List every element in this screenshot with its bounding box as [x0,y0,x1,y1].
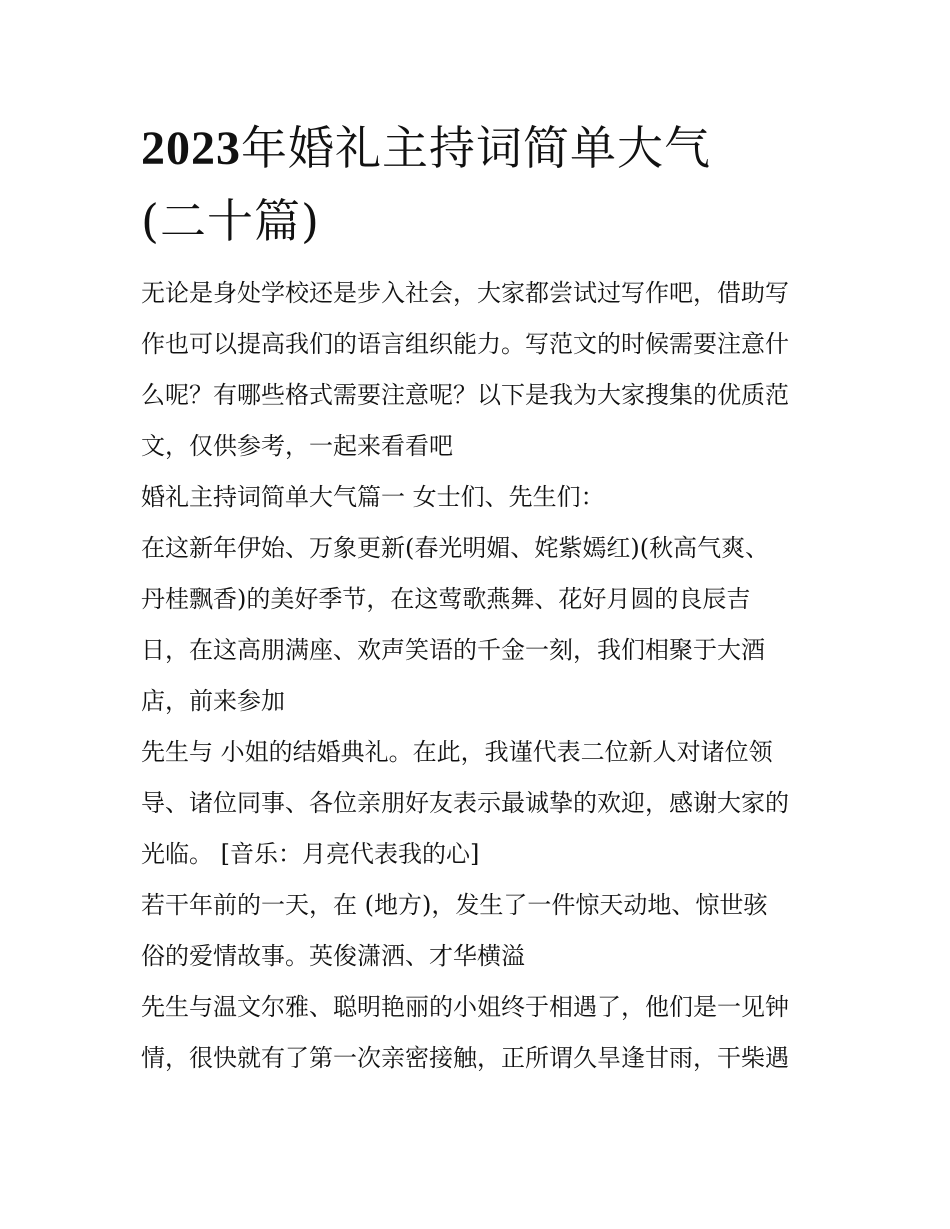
body-line: 光临。 [音乐：月亮代表我的心] [141,840,480,868]
document-page [141,112,821,1084]
body-line: 婚礼主持词简单大气篇一 女士们、先生们： [141,483,605,511]
body-line: 丹桂飘香)的美好季节，在这莺歌燕舞、花好月圆的良辰吉 [141,585,751,613]
body-line: 先生与 小姐的结婚典礼。在此，我谨代表二位新人对诸位领 [141,738,773,766]
body-line: 情，很快就有了第一次亲密接触，正所谓久旱逢甘雨，干柴遇 [141,1044,789,1072]
body-line: 导、诸位同事、各位亲朋好友表示最诚挚的欢迎，感谢大家的 [141,789,789,817]
body-line: 俗的爱情故事。英俊潇洒、才华横溢 [141,942,525,970]
body-line: 店，前来参加 [141,687,285,715]
title-text: 年婚礼主持词简单大气 [241,121,711,175]
title-year: 2023 [141,122,241,175]
body-line: 先生与温文尔雅、聪明艳丽的小姐终于相遇了，他们是一见钟 [141,993,789,1021]
body-line: 在这新年伊始、万象更新(春光明媚、姹紫嫣红)(秋高气爽、 [141,534,770,562]
title-line-2: (二十篇) [141,194,320,248]
body-line: 么呢？有哪些格式需要注意呢？以下是我为大家搜集的优质范 [141,381,789,409]
document-title [141,112,821,257]
body-line: 作也可以提高我们的语言组织能力。写范文的时候需要注意什 [141,330,789,358]
body-line: 文，仅供参考，一起来看看吧 [141,432,453,460]
body-line: 无论是身处学校还是步入社会，大家都尝试过写作吧，借助写 [141,279,789,307]
body-line: 若干年前的一天，在 (地方)，发生了一件惊天动地、惊世骇 [141,891,768,919]
document-body [141,268,821,1084]
body-line: 日，在这高朋满座、欢声笑语的千金一刻，我们相聚于大酒 [141,636,765,664]
title-line-1 [141,112,821,185]
